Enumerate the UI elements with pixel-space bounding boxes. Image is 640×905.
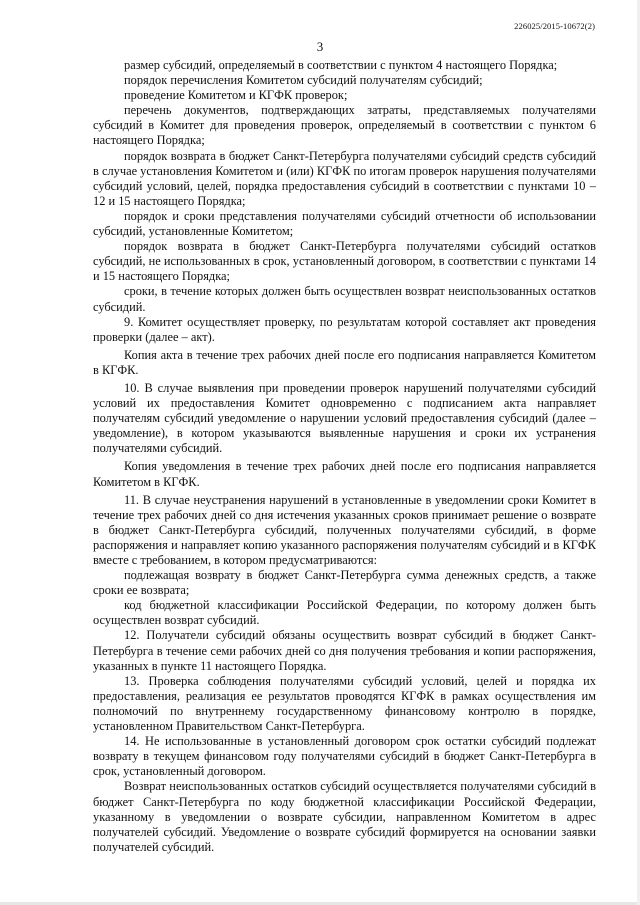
paragraph: подлежащая возврату в бюджет Санкт-Петербурга сумма денежных средств, а также сроки ее возврата;	[93, 568, 596, 598]
paragraph: 13. Проверка соблюдения получателями субсидий условий, целей и порядка их предоставления, реализация ее результатов проводятся КГФК в рамках осуществления им полномочий по внутреннему государственному финансовому контролю в порядке, установленном Правительством Санкт-Петербурга.	[93, 673, 596, 734]
paragraph: 14. Не использованные в установленный договором срок остатки субсидий подлежат возврату в текущем финансовом году получателями субсидий в бюджет Санкт-Петербурга в срок, установленный договором.	[93, 734, 596, 779]
paragraph: код бюджетной классификации Российской Федерации, по которому должен быть осуществлен возврат субсидий.	[93, 598, 596, 628]
document-number: 226025/2015-10672(2)	[514, 21, 595, 31]
page-number: 3	[316, 39, 324, 54]
paragraph: 12. Получатели субсидий обязаны осуществить возврат субсидий в бюджет Санкт-Петербурга в течение семи рабочих дней со дня получения требования и копии распоряжения, указанных в пункте 11 настоящего Порядка.	[93, 628, 596, 673]
paragraph: 9. Комитет осуществляет проверку, по результатам которой составляет акт проведения проверки (далее – акт).	[93, 314, 596, 344]
paragraph: порядок возврата в бюджет Санкт-Петербурга получателями субсидий средств субсидий в случае установления Комитетом и (или) КГФК по итогам проверок нарушения получателями субсидий условий, целей, порядка предоставления субсидий в соответствии с пунктами 10 – 12 и 15 настоящего Порядка;	[93, 148, 596, 208]
paragraph: сроки, в течение которых должен быть осуществлен возврат неиспользованных остатков субсидий.	[93, 284, 596, 314]
paragraph: перечень документов, подтверждающих затраты, представляемых получателями субсидий в Комитет для проведения проверок, определяемый в соответствии с пунктом 6 настоящего Порядка;	[93, 103, 596, 148]
paragraph: размер субсидий, определяемый в соответствии с пунктом 4 настоящего Порядка;	[124, 58, 558, 72]
paragraph: порядок возврата в бюджет Санкт-Петербурга получателями субсидий остатков субсидий, не использованных в срок, установленный договором, в соответствии с пунктами 14 и 15 настоящего Порядка;	[93, 239, 596, 284]
paragraph: порядок перечисления Комитетом субсидий получателям субсидий;	[124, 73, 483, 88]
paragraph: Возврат неиспользованных остатков субсидий осуществляется получателями субсидий в бюджет Санкт-Петербурга по коду бюджетной классификации Российской Федерации, указанному в уведомлении о возврате субсидии, направленном Комитетом в адрес получателей субсидий. Уведомление о возврате субсидий формируется на основании заявки получателей субсидий.	[93, 779, 596, 854]
paragraph: порядок и сроки представления получателями субсидий отчетности об использовании субсидий, установленные Комитетом;	[93, 208, 596, 239]
paragraph: 11. В случае неустранения нарушений в установленные в уведомлении сроки Комитет в течение трех рабочих дней со дня истечения указанных сроков принимает решение о возврате в бюджет Санкт-Петербурга субсидий, полученных получателями субсидий, в форме распоряжения и направляет копию указанного распоряжения получателям субсидий и в КГФК вместе с требованием, в котором предусматриваются:	[93, 492, 596, 567]
paragraph: 10. В случае выявления при проведении проверок нарушений получателями субсидий условий их предоставления Комитет одновременно с подписанием акта направляет получателям субсидий уведомление о нарушении условий предоставления субсидий (далее – уведомление), в котором указываются выявленные нарушения и сроки их устранения получателями субсидий.	[93, 380, 596, 456]
document-body	[93, 58, 596, 855]
paragraph: Копия акта в течение трех рабочих дней после его подписания направляется Комитетом в КГФК.	[93, 347, 596, 377]
paragraph: проведение Комитетом и КГФК проверок;	[124, 88, 348, 103]
paragraph: Копия уведомления в течение трех рабочих дней после его подписания направляется Комитетом в КГФК.	[93, 459, 596, 489]
